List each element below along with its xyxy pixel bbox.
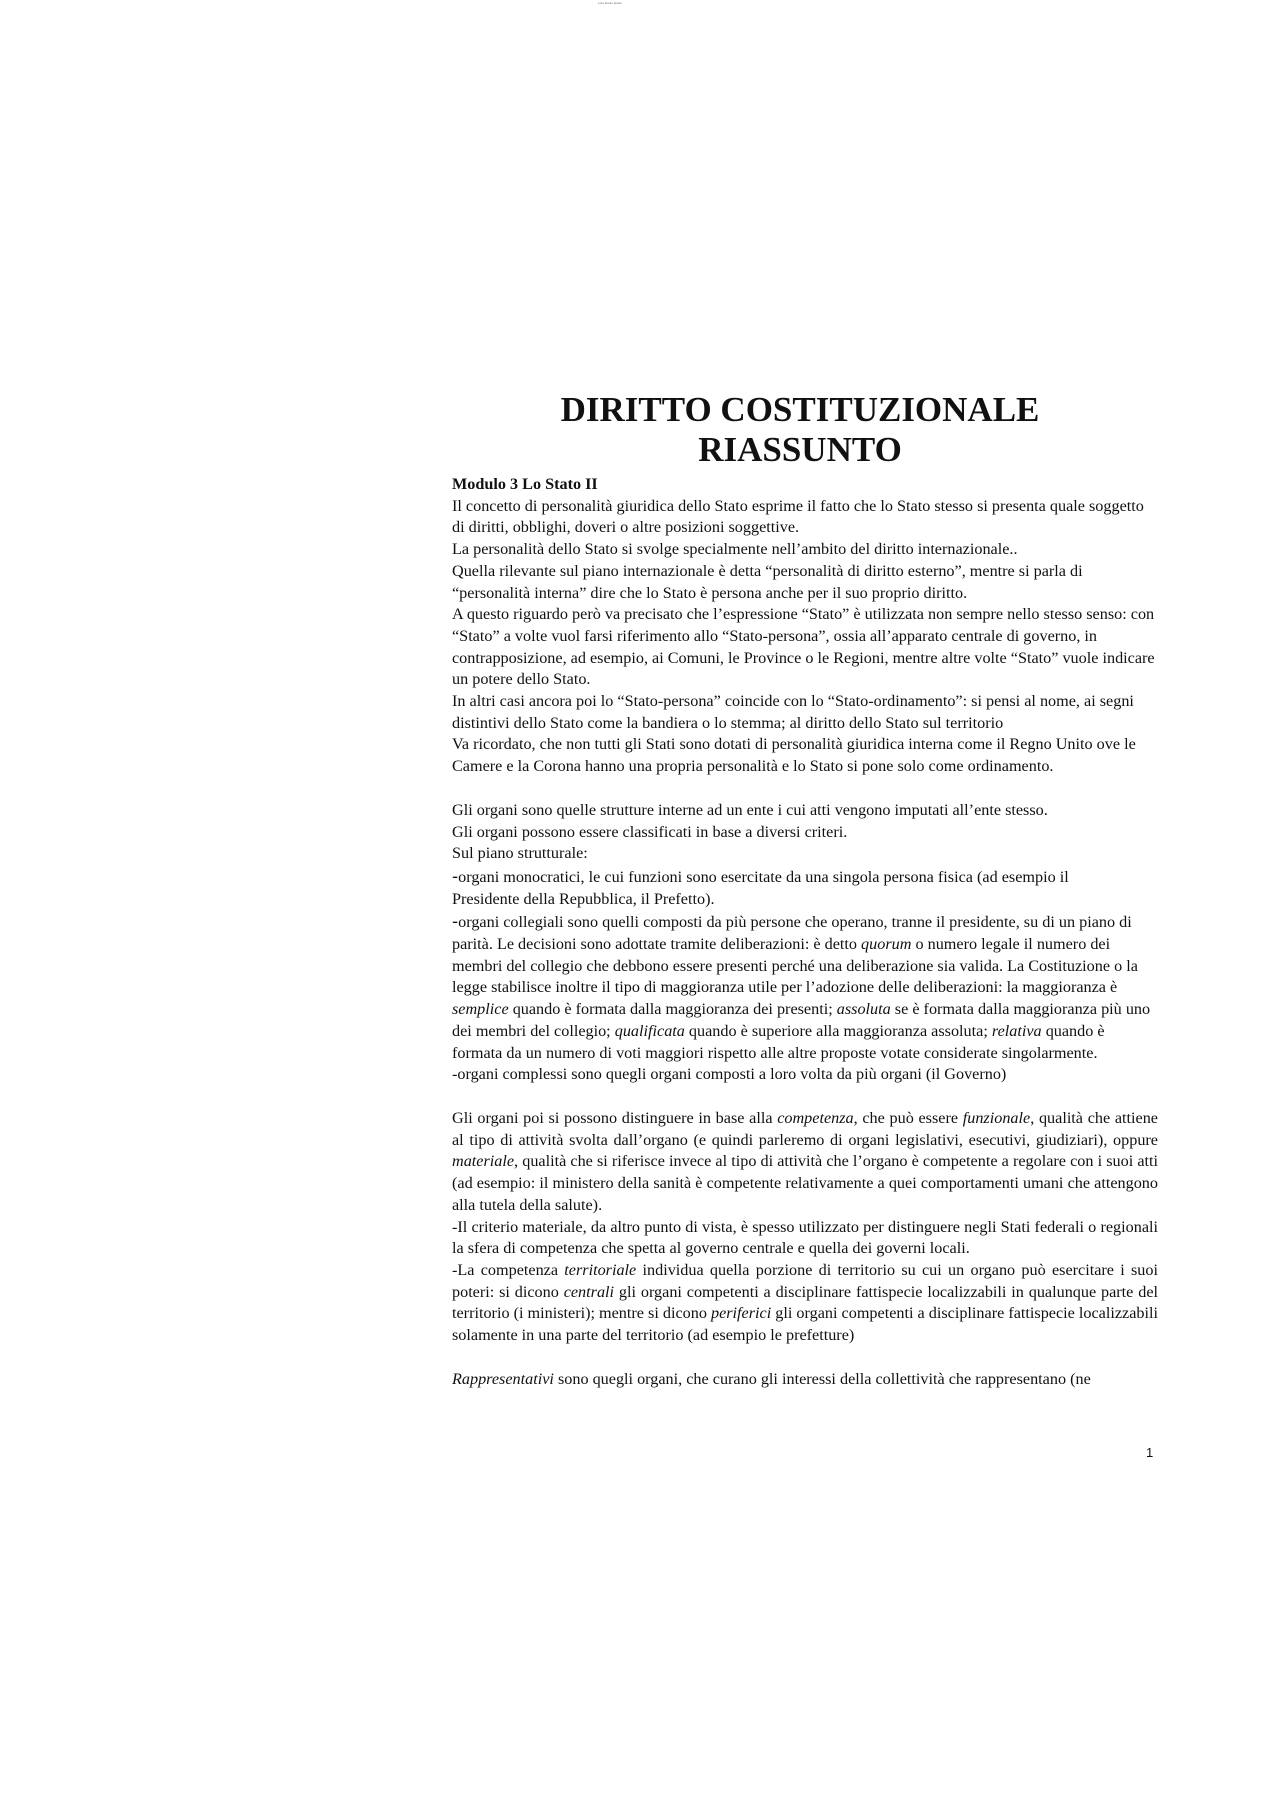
term-assoluta: assoluta (836, 1000, 891, 1019)
paragraph: -Il criterio materiale, da altro punto di vista, è spesso utilizzato per distinguere negli Stati federali o regionali la sfera di competenza che spetta al governo centrale e quella dei governi locali. (452, 1217, 1158, 1258)
paragraph: La personalità dello Stato si svolge specialmente nell’ambito del diritto internazionale.. (452, 540, 1018, 559)
term-centrali: centrali (563, 1282, 615, 1301)
spacer (452, 1086, 1158, 1108)
term-periferici: periferici (710, 1304, 772, 1323)
dash-bullet: - (452, 866, 459, 887)
dash-bullet: - (452, 1065, 458, 1084)
paragraph: Quella rilevante sul piano internazionale è detta “personalità di diritto esterno”, mentre si parla di “personalità interna” dire che lo Stato è persona anche per il suo proprio diritto. (452, 561, 1083, 602)
list-item-text: organi complessi sono quegli organi composti a loro volta da più organi (il Governo) (457, 1065, 1007, 1084)
list-item-text: quando è formata da un numero di voti maggiori rispetto alle altre proposte votate considerate singolarmente. (452, 1021, 1105, 1062)
document-body (452, 474, 1158, 1390)
list-item-text: se è formata dalla maggioranza più uno dei membri del collegio; (452, 1000, 1151, 1040)
document-title (450, 390, 1150, 470)
text-run: -La competenza (452, 1260, 565, 1279)
header-mark: Lore Ipsum Ipsum (597, 1, 622, 5)
term-semplice: semplice (452, 1000, 509, 1019)
list-item (452, 867, 1092, 910)
term-relativa: relativa (991, 1021, 1042, 1040)
text-run: , qualità che si riferisce invece al tipo di attività che l’organo è competente a regolare con i suoi atti (ad esempio: il ministero della sanità è competente relativamente a quei comportamenti umani che attengono alla tutela della salute). (452, 1152, 1158, 1214)
paragraph: In altri casi ancora poi lo “Stato-persona” coincide con lo “Stato-ordinamento”: si pensi al nome, ai segni distintivi dello Stato come la bandiera o lo stemma; al diritto dello Stato sul territorio (452, 692, 1134, 732)
paragraph: Il concetto di personalità giuridica dello Stato esprime il fatto che lo Stato stesso si presenta quale soggetto di diritti, obblighi, doveri o altre posizioni soggettive. (452, 496, 1144, 537)
term-qualificata: qualificata (614, 1021, 685, 1040)
paragraph: Va ricordato, che non tutti gli Stati sono dotati di personalità giuridica interna come il Regno Unito ove le Camere e la Corona hanno una propria personalità e lo Stato si pone solo come ordinamento. (452, 735, 1136, 776)
list-item-text: organi monocratici, le cui funzioni sono esercitate da una singola persona fisica (ad esempio il Presidente della Repubblica, il Prefetto). (452, 867, 1069, 908)
spacer (452, 1347, 1158, 1369)
dash-bullet: - (452, 912, 459, 933)
list-item (452, 1064, 1158, 1086)
title-line-1: DIRITTO COSTITUZIONALE (560, 390, 1040, 429)
title-line-2: RIASSUNTO (698, 430, 902, 469)
term-quorum: quorum (861, 935, 912, 954)
text-run: gli organi competenti a disciplinare fattispecie localizzabili in qualunque parte del territorio (i ministeri); mentre si dicono (452, 1282, 1159, 1323)
spacer (452, 778, 1158, 800)
term-funzionale: funzionale (962, 1108, 1031, 1127)
text-run: Gli organi poi si possono distinguere in base alla (452, 1108, 778, 1127)
list-item-text: quando è formata dalla maggioranza dei presenti; (508, 1000, 837, 1019)
paragraph: A questo riguardo però va precisato che l’espressione “Stato” è utilizzata non sempre nello stesso senso: con “Stato” a volte vuol farsi riferimento allo “Stato-persona”, ossia all’apparato centrale di governo, in contrapposizione, ad esempio, ai Comuni, le Province o le Regioni, mentre altre volte “Stato” vuole indicare un potere dello Stato. (452, 605, 1155, 689)
text-run: , che può essere (853, 1108, 963, 1127)
term-materiale: materiale (452, 1152, 515, 1171)
module-heading: Modulo 3 Lo Stato II (452, 475, 598, 493)
paragraph: Gli organi sono quelle strutture interne ad un ente i cui atti vengono imputati all’ente stesso. (452, 800, 1048, 819)
text-run: , qualità che attiene al tipo di attività svolta dall’organo (e quindi parleremo di organi legislativi, esecutivi, giudiziari), oppure (452, 1108, 1158, 1149)
list-item-text: quando è superiore alla maggioranza assoluta; (684, 1021, 992, 1040)
term-competenza: competenza (777, 1108, 854, 1127)
page-number: 1 (1146, 1445, 1154, 1460)
term-rappresentativi: Rappresentativi (452, 1369, 554, 1388)
list-item-text: organi collegiali sono quelli composti da più persone che operano, tranne il presidente, su di un piano di parità. Le decisioni sono adottate tramite deliberazioni: è detto (452, 913, 1132, 954)
paragraph (452, 1260, 1158, 1347)
paragraph: Gli organi possono essere classificati in base a diversi criteri. (452, 822, 848, 841)
term-territoriale: territoriale (564, 1260, 637, 1279)
list-item-text: o numero legale il numero dei membri del collegio che debbono essere presenti perché una deliberazione sia valida. La Costituzione o la legge stabilisce inoltre il tipo di maggioranza utile per l’adozione delle deliberazioni: la maggioranza è (452, 935, 1138, 997)
paragraph: Sul piano strutturale: (452, 844, 588, 863)
text-run: sono quegli organi, che curano gli interessi della collettività che rappresentano (ne (553, 1369, 1091, 1388)
paragraph (452, 1108, 1158, 1217)
paragraph (452, 1369, 1158, 1391)
text-run: individua quella porzione di territorio su cui un organo può esercitare i suoi poteri: si dicono (452, 1260, 1158, 1301)
list-item (452, 912, 1158, 1064)
text-run: gli organi competenti a disciplinare fattispecie localizzabili solamente in una parte del territorio (ad esempio le prefetture) (452, 1304, 1158, 1345)
